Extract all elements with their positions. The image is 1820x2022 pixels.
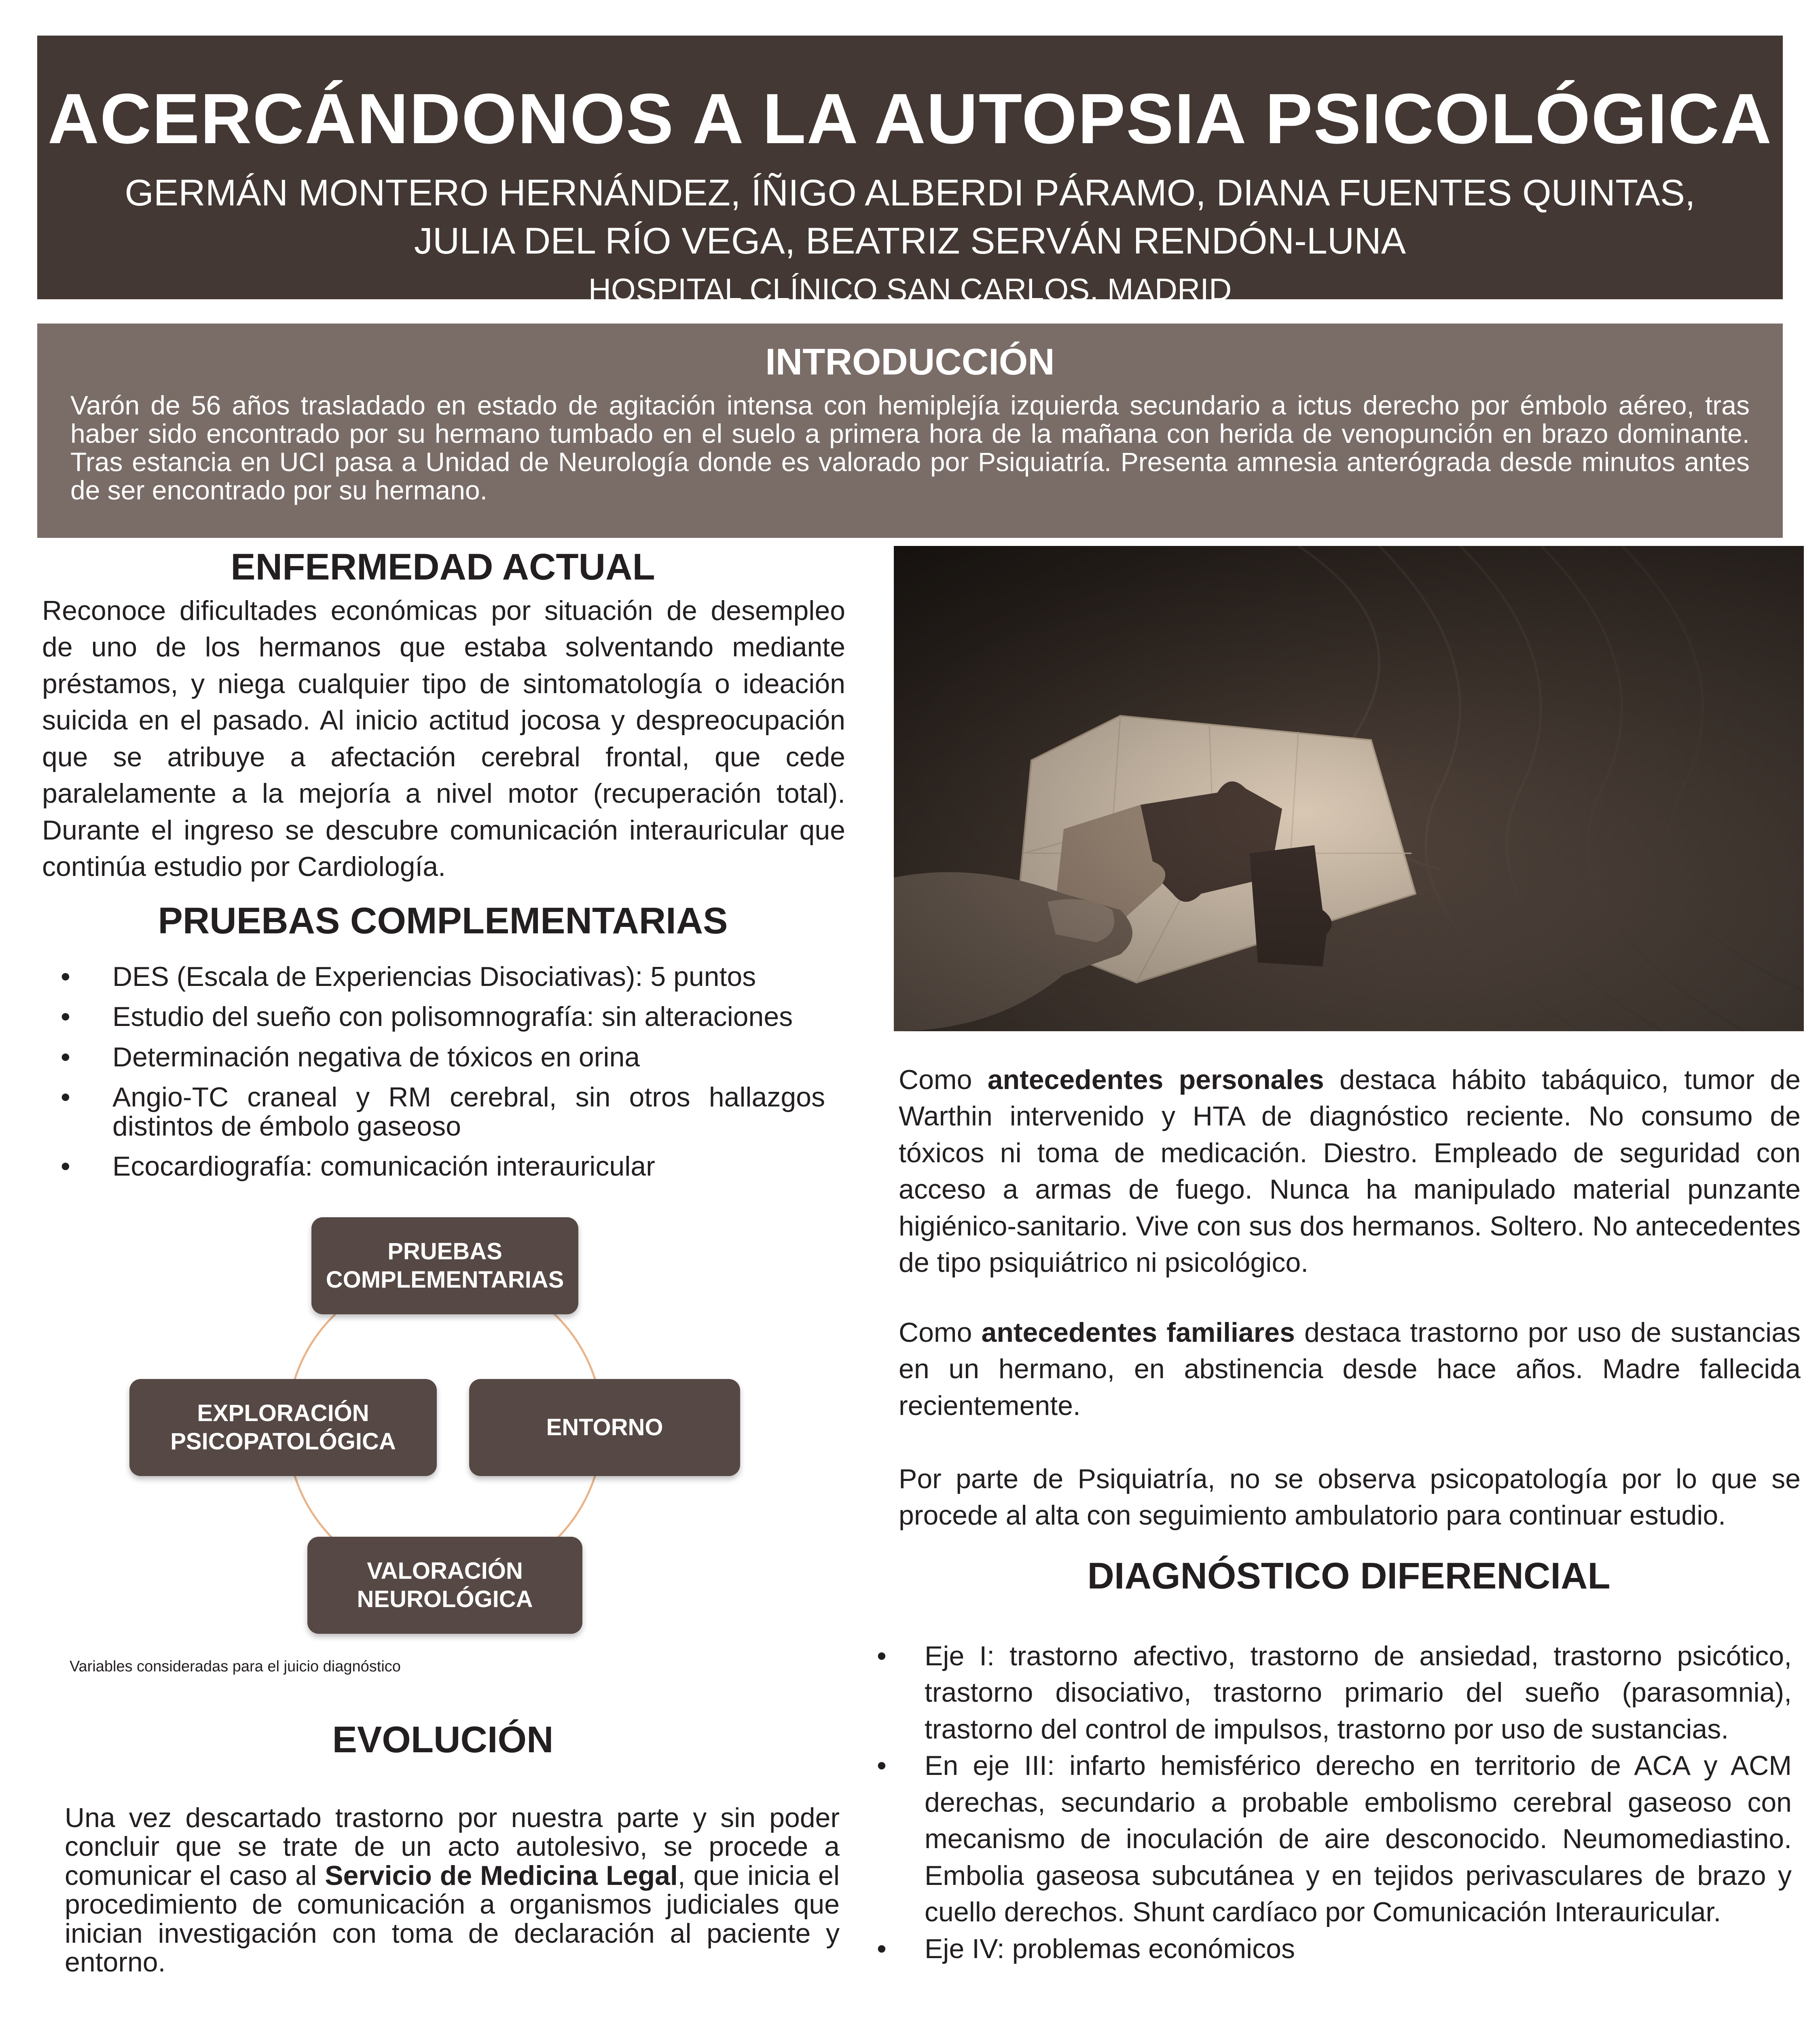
authors-line-1: GERMÁN MONTERO HERNÁNDEZ, ÍÑIGO ALBERDI PÁRAMO, DIANA FUENTES QUINTAS, (125, 172, 1695, 214)
family-history-label: antecedentes familiares (981, 1317, 1295, 1348)
evolution-text (65, 1804, 840, 1977)
current-illness-title: ENFERMEDAD ACTUAL (231, 546, 655, 588)
authors-line-2: JULIA DEL RÍO VEGA, BEATRIZ SERVÁN RENDÓN-LUNA (414, 220, 1406, 262)
text-part: Como (899, 1317, 982, 1348)
diagram-node-environment: ENTORNO (469, 1379, 740, 1476)
evolution-text-part: Una vez descartado trastorno por nuestra parte y sin poder concluir que se trate de un acto autolesivo, se procede a comunicar el caso al (65, 1802, 840, 1891)
differential-diagnosis-list (877, 1638, 1792, 1967)
list-item: • DES (Escala de Experiencias Disociativas): 5 puntos (61, 962, 825, 991)
list-item: • En eje III: infarto hemisférico derecho en territorio de ACA y ACM derechas, secundario a probable embolismo cerebral gaseoso con mecanismo de inoculación de aire desconocido. Neumomediastino. Embolia gaseosa subcutánea y en tejidos perivasculares de brazo y cuello derechos. Shunt cardíaco por Comunicación Interauricular. (877, 1747, 1792, 1930)
evolution-text-part: , que inicia el procedimiento de comunicación a organismos judiciales que inician investigación con toma de declaración al paciente y entorno. (65, 1860, 840, 1978)
introduction-text: Varón de 56 años trasladado en estado de agitación intensa con hemiplejía izquierda secundario a ictus derecho por émbolo aéreo, tras haber sido encontrado por su hermano tumbado en el suelo a primera hora de la mañana con herida de venopunción en brazo dominante. Tras estancia en UCI pasa a Unidad de Neurología donde es valorado por Psiquiatría. Presenta amnesia anterógrada desde minutos antes de ser encontrado por su hermano. (70, 390, 1750, 506)
list-item: • Eje IV: problemas económicos (877, 1931, 1792, 1967)
diagram-node-psychopathology: EXPLORACIÓN PSICOPATOLÓGICA (129, 1379, 437, 1476)
list-item: • Estudio del sueño con polisomnografía: sin alteraciones (61, 1003, 825, 1031)
text-part: Como (899, 1064, 988, 1095)
personal-history-text (899, 1062, 1801, 1281)
diagram-caption: Variables consideradas para el juicio diagnóstico (70, 1658, 401, 1675)
tests-title: PRUEBAS COMPLEMENTARIAS (158, 900, 728, 941)
list-item: • Eje I: trastorno afectivo, trastorno de ansiedad, trastorno psicótico, trastorno disociativo, trastorno primario del sueño (parasomnia), trastorno del control de impulsos, trastorno por uso de sustancias. (877, 1638, 1792, 1747)
puzzle-photo (894, 546, 1804, 1031)
personal-history-label: antecedentes personales (987, 1064, 1324, 1095)
list-item: • Angio-TC craneal y RM cerebral, sin otros hallazgos distintos de émbolo gaseoso (61, 1083, 825, 1141)
evolution-text-bold: Servicio de Medicina Legal (325, 1860, 678, 1891)
text-part: destaca trastorno por uso de sustancias en un hermano, en abstinencia desde hace años. Madre fallecida recientemente. (899, 1317, 1801, 1421)
tests-list (61, 962, 825, 1192)
list-item: • Determinación negativa de tóxicos en orina (61, 1043, 825, 1072)
poster-title: ACERCÁNDONOS A LA AUTOPSIA PSICOLÓGICA (47, 79, 1773, 159)
evolution-title: EVOLUCIÓN (332, 1719, 554, 1760)
list-item: • Ecocardiografía: comunicación interauricular (61, 1152, 825, 1181)
introduction-title: INTRODUCCIÓN (765, 341, 1055, 383)
text-part: destaca hábito tabáquico, tumor de Warthin intervenido y HTA de diagnóstico reciente. No consumo de tóxicos ni toma de medicación. Diestro. Empleado de seguridad con acceso a armas de fuego. Nunca ha manipulado material punzante higiénico-sanitario. Vive con sus dos hermanos. Soltero. No antecedentes de tipo psiquiátrico ni psicológico. (899, 1064, 1801, 1278)
differential-diagnosis-title: DIAGNÓSTICO DIFERENCIAL (1087, 1555, 1610, 1597)
current-illness-text: Reconoce dificultades económicas por situación de desempleo de uno de los hermanos que estaba solventando mediante préstamos, y niega cualquier tipo de sintomatología o ideación suicida en el pasado. Al inicio actitud jocosa y despreocupación que se atribuye a afectación cerebral frontal, que cede paralelamente a la mejoría a nivel motor (recuperación total). Durante el ingreso se descubre comunicación interauricular que continúa estudio por Cardiología. (42, 595, 845, 882)
family-history-text (899, 1314, 1801, 1424)
psychiatry-text: Por parte de Psiquiatría, no se observa psicopatología por lo que se procede al alta con seguimiento ambulatorio para continuar estudio. (899, 1464, 1801, 1531)
diagram-node-tests: PRUEBAS COMPLEMENTARIAS (311, 1217, 578, 1314)
poster-header (37, 36, 1783, 307)
diagram-node-neurological: VALORACIÓN NEUROLÓGICA (307, 1537, 582, 1634)
hospital-name: HOSPITAL CLÍNICO SAN CARLOS, MADRID (588, 271, 1232, 307)
puzzle-illustration (894, 546, 1804, 1031)
introduction-section (37, 324, 1783, 538)
diagnostic-variables-diagram (69, 1209, 797, 1654)
